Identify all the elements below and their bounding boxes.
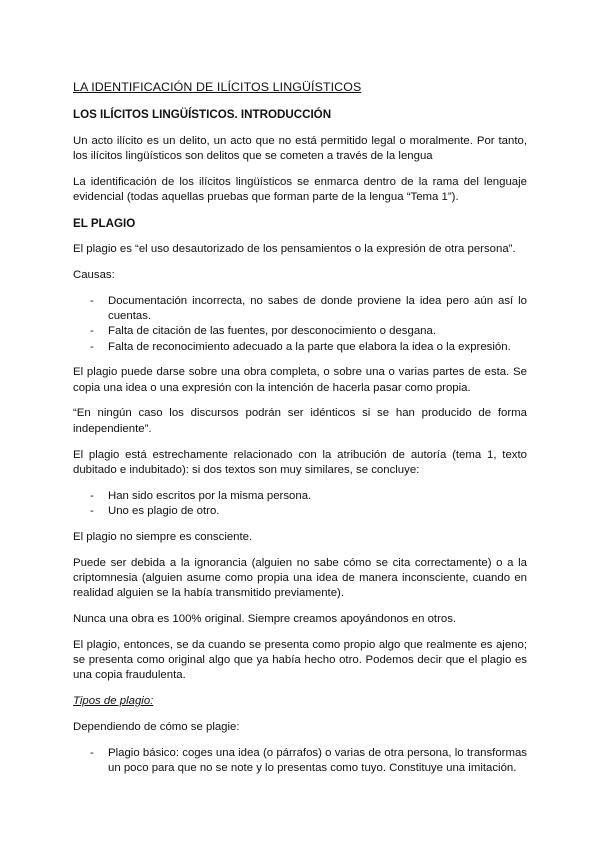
paragraph-copia-fraudulenta: El plagio, entonces, se da cuando se presenta como propio algo que realmente es ajeno; se presenta como original algo que ya había hecho otro. Podemos decir que el plagio es una copia fraudulenta.	[73, 638, 527, 682]
paragraph-original: Nunca una obra es 100% original. Siempre creamos apoyándonos en otros.	[73, 612, 457, 625]
document-title: LA IDENTIFICACIÓN DE ILÍCITOS LINGÜÍSTICOS	[73, 80, 362, 94]
list-item: - Uno es plagio de otro.	[73, 504, 527, 519]
dash-bullet: -	[90, 325, 94, 338]
dash-bullet: -	[90, 504, 94, 517]
paragraph-ignorancia-criptomnesia: Puede ser debida a la ignorancia (alguien no sabe cómo se cita correctamente) o a la criptomnesia (alguien asume como propia una idea de manera inconsciente, cuando en realidad alguien se la había transmitido previamente).	[73, 556, 527, 600]
paragraph-lenguaje-evidencial: La identificación de los ilícitos lingüísticos se enmarca dentro de la rama del lenguaje evidencial (todas aquellas pruebas que forman parte de la lengua “Tema 1”).	[73, 175, 527, 203]
paragraph-atribucion-autoria: El plagio está estrechamente relacionado con la atribución de autoría (tema 1, texto dubitado e indubitado): si dos textos son muy similares, se concluye:	[73, 448, 527, 476]
paragraph-definicion-ilicito: Un acto ilícito es un delito, un acto que no está permitido legal o moralmente. Por tanto, los ilícitos lingüísticos son delitos que se cometen a través de la lengua	[73, 134, 527, 162]
heading-el-plagio: EL PLAGIO	[73, 216, 136, 230]
paragraph-no-consciente: El plagio no siempre es consciente.	[73, 530, 253, 543]
conclusiones-list	[73, 489, 527, 520]
paragraph-definicion-plagio: El plagio es “el uso desautorizado de los pensamientos o la expresión de otra persona”.	[73, 243, 516, 256]
dash-bullet: -	[90, 294, 94, 307]
causas-list	[73, 294, 527, 355]
list-item: - Documentación incorrecta, no sabes de donde proviene la idea pero aún así lo cuentas.	[90, 294, 527, 322]
causas-label: Causas:	[73, 268, 115, 281]
paragraph-dependiendo: Dependiendo de cómo se plagie:	[73, 720, 240, 733]
paragraph-cita-discursos: “En ningún caso los discursos podrán ser idénticos si se han producido de forma independiente”.	[73, 407, 527, 435]
dash-bullet: -	[90, 746, 94, 759]
list-item: - Plagio básico: coges una idea (o párrafos) o varias de otra persona, lo transformas un poco para que no se note y lo presentas como tuyo. Constituye una imitación.	[90, 746, 527, 774]
list-item: - Falta de citación de las fuentes, por desconocimiento o desgana.	[73, 324, 527, 339]
document-page	[73, 80, 527, 787]
heading-introduccion: LOS ILÍCITOS LINGÜÍSTICOS. INTRODUCCIÓN	[73, 108, 332, 122]
dash-bullet: -	[90, 489, 94, 502]
dash-bullet: -	[90, 340, 94, 353]
tipos-de-plagio-label: Tipos de plagio:	[73, 695, 154, 708]
list-item: - Han sido escritos por la misma persona.	[73, 489, 527, 504]
tipos-list	[73, 746, 527, 777]
list-item: - Falta de reconocimiento adecuado a la parte que elabora la idea o la expresión.	[73, 340, 527, 355]
paragraph-obra-completa: El plagio puede darse sobre una obra completa, o sobre una o varias partes de esta. Se copia una idea o una expresión con la intención de hacerla pasar como propia.	[73, 366, 527, 394]
